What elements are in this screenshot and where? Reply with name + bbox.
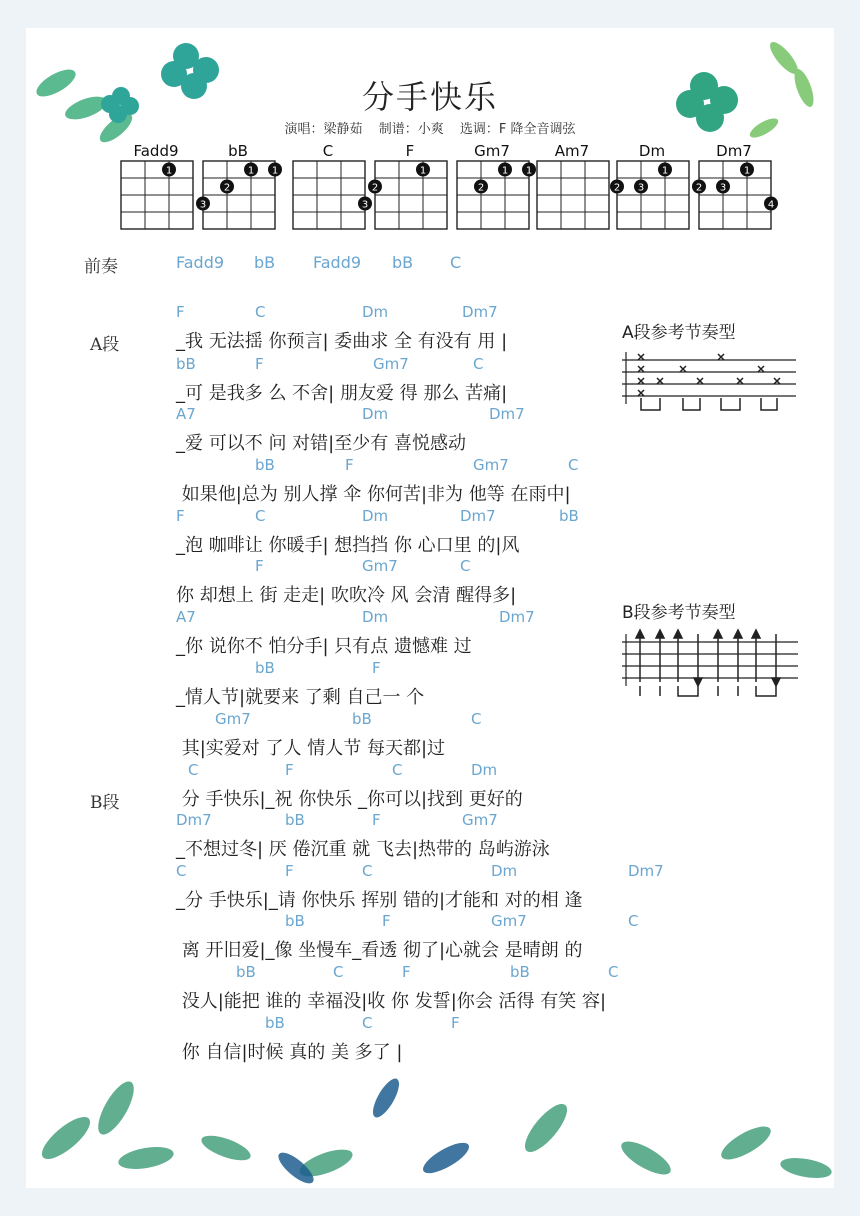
chord-label: bB — [255, 659, 275, 677]
section-b-label: B段 — [90, 793, 120, 813]
chord-label: F — [285, 862, 294, 880]
chord-label: F — [176, 507, 185, 525]
chord-label: C — [333, 963, 344, 981]
chord-label: bB — [176, 355, 196, 373]
singer-credit: 演唱：梁静茹 — [284, 122, 363, 137]
chord-label: C — [188, 761, 199, 779]
chord-row — [0, 456, 860, 474]
chord-label: bB — [510, 963, 530, 981]
svg-text:2: 2 — [613, 182, 621, 194]
svg-text:1: 1 — [271, 165, 279, 177]
chord-row — [0, 557, 860, 575]
chord-label: bB — [285, 912, 305, 930]
chord-row — [0, 1014, 860, 1032]
intro-chord: C — [450, 253, 462, 272]
chord-label: F — [255, 557, 264, 575]
chord-label: Dm — [491, 862, 518, 880]
chord-label: F — [382, 912, 391, 930]
intro-chord: Fadd9 — [176, 253, 225, 272]
svg-text:3: 3 — [719, 182, 727, 194]
chord-row — [0, 608, 860, 626]
chord-name: bB — [228, 142, 248, 160]
intro-label: 前奏 — [84, 257, 118, 277]
chord-label: Dm7 — [628, 862, 664, 880]
lyric-line: _泡 咖啡让 你暖手| 想挡挡 你 心口里 的|风 — [176, 535, 520, 556]
svg-text:1: 1 — [247, 165, 255, 177]
chord-label: C — [460, 557, 471, 575]
svg-text:1: 1 — [419, 165, 427, 177]
chord-label: F — [285, 761, 294, 779]
chord-name: Am7 — [554, 142, 590, 160]
chord-label: C — [473, 355, 484, 373]
chord-label: Dm — [362, 303, 389, 321]
lyric-line: _情人节|就要来 了剩 自己一 个 — [176, 687, 425, 708]
song-credits — [0, 118, 860, 137]
chord-name: Fadd9 — [133, 142, 179, 160]
intro-chord: bB — [254, 253, 276, 272]
chord-label: C — [471, 710, 482, 728]
chord-label: Dm — [362, 405, 389, 423]
chord-name: Dm — [638, 142, 666, 160]
intro-chord: bB — [392, 253, 414, 272]
chord-grid — [536, 160, 610, 232]
lyric-line: 其|实爱对 了人 情人节 每天都|过 — [176, 738, 446, 759]
lyric-line: 你 自信|时候 真的 美 多了 | — [176, 1042, 403, 1063]
leaf-decoration-bottom — [26, 1028, 834, 1188]
chord-label: Dm7 — [489, 405, 525, 423]
svg-text:3: 3 — [199, 199, 207, 211]
chord-label: F — [402, 963, 411, 981]
key-credit: 选调：F 降全音调弦 — [459, 122, 576, 137]
chord-row — [0, 963, 860, 981]
rhythm-b-label: B段参考节奏型 — [622, 603, 736, 623]
chord-grid — [292, 160, 369, 232]
lyric-line: _我 无法揺 你预言| 委曲求 全 有没有 用 | — [176, 331, 508, 352]
svg-text:2: 2 — [223, 182, 231, 194]
chord-grid — [371, 160, 448, 232]
lyric-line: 离 开旧爱|_像 坐慢车_看透 彻了|心就会 是晴朗 的 — [176, 940, 583, 961]
chord-row — [0, 912, 860, 930]
chord-label: Dm — [471, 761, 498, 779]
chord-row — [0, 507, 860, 525]
lyric-line: 如果他|总为 别人撑 伞 你何苦|非为 他等 在雨中| — [176, 484, 571, 505]
chord-label: C — [255, 507, 266, 525]
chord-label: Gm7 — [215, 710, 251, 728]
chord-row — [0, 659, 860, 677]
rhythm-a-label: A段参考节奏型 — [622, 323, 736, 343]
chord-label: F — [255, 355, 264, 373]
chord-grid — [199, 160, 279, 232]
song-title: 分手快乐 — [361, 78, 498, 116]
chord-label: Gm7 — [462, 811, 498, 829]
chord-label: Dm — [362, 608, 389, 626]
chord-label: Dm7 — [460, 507, 496, 525]
svg-text:1: 1 — [501, 165, 509, 177]
lyric-line: _分 手快乐|_请 你快乐 挥别 错的|才能和 对的相 逢 — [176, 890, 583, 911]
chord-label: Dm7 — [176, 811, 212, 829]
lyric-line: 没人|能把 谁的 幸福没|收 你 发誓|你会 活得 有笑 容| — [176, 991, 607, 1012]
chord-name: F — [405, 142, 415, 160]
chord-label: bB — [255, 456, 275, 474]
lyric-line: _可 是我多 么 不舍| 朋友爱 得 那么 苦痛| — [176, 383, 508, 404]
chord-label: bB — [559, 507, 579, 525]
chord-name: Gm7 — [474, 142, 510, 160]
lyric-line: _不想过冬| 厌 倦沉重 就 飞去|热带的 岛屿游泳 — [176, 839, 550, 860]
chord-label: bB — [236, 963, 256, 981]
svg-text:3: 3 — [637, 182, 645, 194]
chord-label: C — [176, 862, 187, 880]
chord-row — [0, 862, 860, 880]
chord-label: bB — [352, 710, 372, 728]
intro-chord: Fadd9 — [313, 253, 362, 272]
section-a-label: A段 — [90, 335, 120, 355]
chord-label: F — [372, 811, 381, 829]
chord-label: Dm7 — [462, 303, 498, 321]
chord-row — [0, 355, 860, 373]
chord-label: C — [392, 761, 403, 779]
svg-text:2: 2 — [371, 182, 379, 194]
chord-grid — [120, 160, 194, 232]
chord-label: C — [568, 456, 579, 474]
chord-label: C — [362, 1014, 373, 1032]
chord-name: C — [322, 142, 334, 160]
svg-text:1: 1 — [525, 165, 533, 177]
chord-label: F — [451, 1014, 460, 1032]
chord-label: Dm — [362, 507, 389, 525]
chord-label: Dm7 — [499, 608, 535, 626]
chord-row — [0, 303, 860, 321]
chord-label: F — [345, 456, 354, 474]
arranger-credit: 制谱：小爽 — [378, 122, 444, 137]
svg-text:2: 2 — [477, 182, 485, 194]
lyric-line: 你 却想上 街 走走| 吹吹冷 风 会清 醒得多| — [176, 585, 517, 606]
chord-label: Gm7 — [473, 456, 509, 474]
chord-name: Dm7 — [716, 142, 752, 160]
svg-text:1: 1 — [661, 165, 669, 177]
chord-row — [0, 405, 860, 423]
chord-label: Gm7 — [373, 355, 409, 373]
chord-label: C — [362, 862, 373, 880]
chord-grid — [695, 160, 775, 232]
chord-label: F — [372, 659, 381, 677]
chord-label: A7 — [176, 405, 196, 423]
chord-label: F — [176, 303, 185, 321]
svg-text:1: 1 — [743, 165, 751, 177]
chord-label: bB — [285, 811, 305, 829]
chord-label: C — [628, 912, 639, 930]
svg-text:4: 4 — [767, 199, 775, 211]
chord-row — [0, 761, 860, 779]
chord-label: Gm7 — [491, 912, 527, 930]
chord-label: Gm7 — [362, 557, 398, 575]
chord-label: C — [608, 963, 619, 981]
chord-grid — [613, 160, 690, 232]
chord-label: bB — [265, 1014, 285, 1032]
lyric-line: 分 手快乐|_祝 你快乐 _你可以|找到 更好的 — [176, 789, 523, 810]
chord-grid — [456, 160, 533, 232]
svg-text:2: 2 — [695, 182, 703, 194]
chord-label: C — [255, 303, 266, 321]
svg-text:3: 3 — [361, 199, 369, 211]
chord-row — [0, 811, 860, 829]
lyric-line: _爱 可以不 问 对错|至少有 喜悦感动 — [176, 433, 466, 454]
chord-row — [0, 710, 860, 728]
lyric-line: _你 说你不 怕分手| 只有点 遗憾难 过 — [176, 636, 472, 657]
svg-text:1: 1 — [165, 165, 173, 177]
chord-label: A7 — [176, 608, 196, 626]
